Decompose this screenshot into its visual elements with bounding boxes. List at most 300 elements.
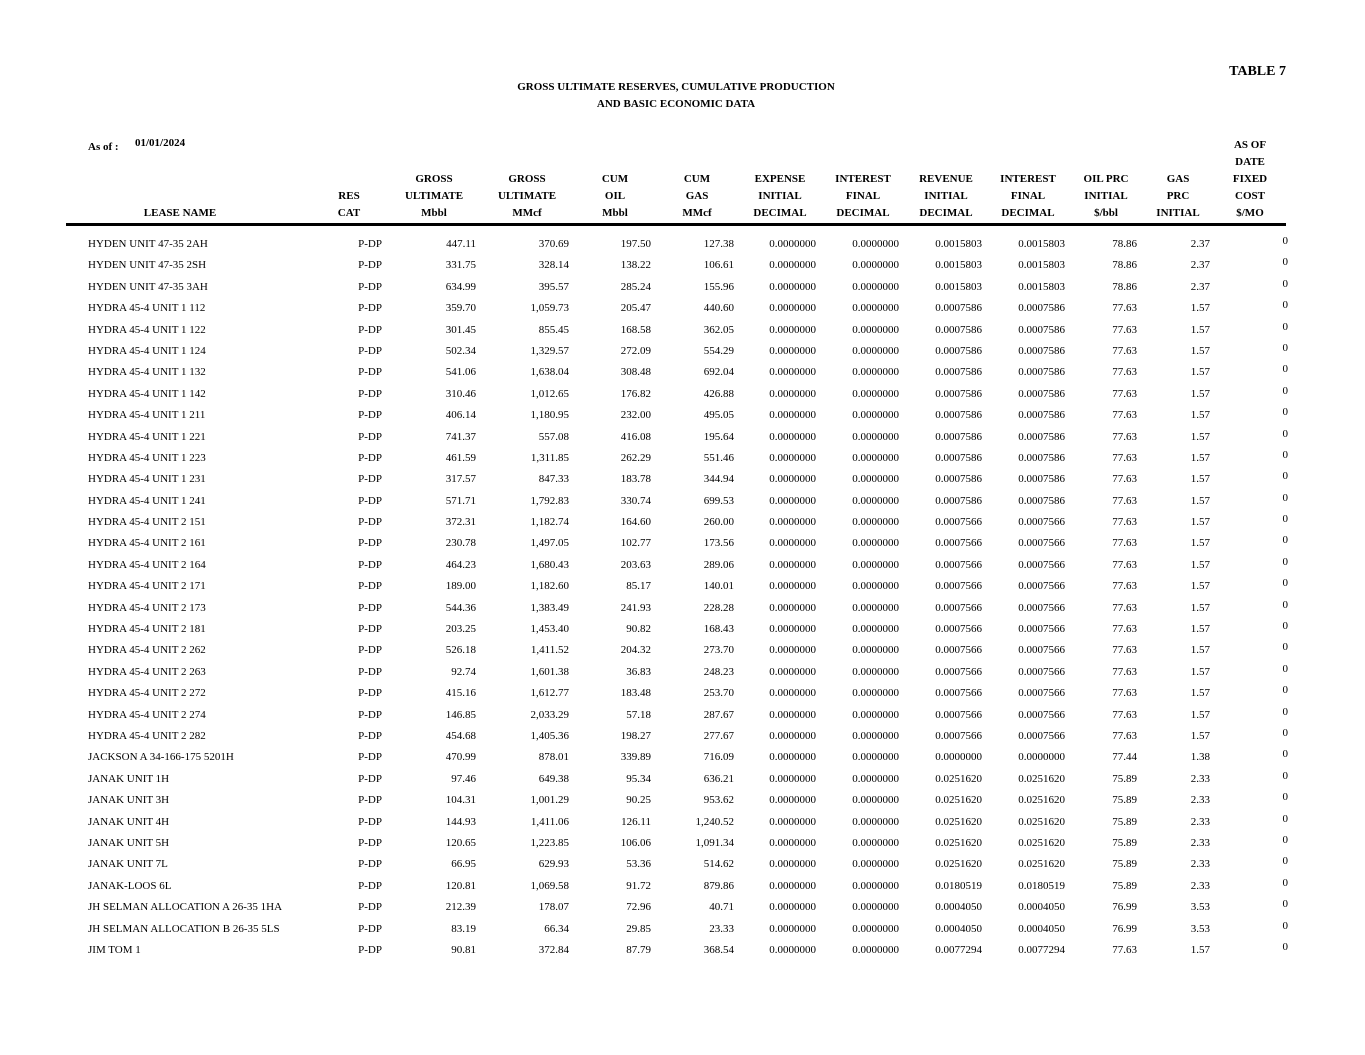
cell-oil-price: 77.63: [1112, 580, 1137, 593]
cell-cum-gas: 514.62: [703, 858, 734, 871]
cell-name: HYDRA 45-4 UNIT 1 132: [88, 366, 206, 379]
cell-cum-gas: 692.04: [703, 366, 734, 379]
cell-interest-final2: 0.0015803: [1018, 280, 1065, 293]
column-header-gross-gas: [487, 136, 567, 222]
cell-gas-price: 1.57: [1190, 344, 1210, 357]
column-header-line: GAS: [685, 190, 709, 202]
cell-cum-gas: 253.70: [703, 687, 734, 700]
table-row: [0, 919, 1365, 940]
cell-revenue-initial: 0.0007566: [935, 580, 982, 593]
cell-interest-final: 0.0000000: [852, 901, 899, 914]
cell-name: HYDEN UNIT 47-35 3AH: [88, 280, 208, 293]
cell-interest-final2: 0.0007566: [1018, 537, 1065, 550]
cell-fixed-cost: 0: [1282, 705, 1288, 718]
cell-interest-final2: 0.0251620: [1018, 858, 1065, 871]
cell-interest-final: 0.0000000: [852, 537, 899, 550]
column-header-line: CUM: [683, 173, 711, 185]
cell-gross-gas: 1,182.74: [530, 516, 569, 529]
cell-gas-price: 1.57: [1190, 516, 1210, 529]
cell-oil-price: 77.63: [1112, 558, 1137, 571]
column-header-line: FIXED: [1232, 173, 1268, 185]
cell-gross-oil: 120.81: [445, 879, 476, 892]
cell-name: HYDRA 45-4 UNIT 1 231: [88, 473, 206, 486]
cell-cum-gas: 495.05: [703, 409, 734, 422]
cell-oil-price: 77.63: [1112, 537, 1137, 550]
cell-fixed-cost: 0: [1282, 620, 1288, 633]
cell-oil-price: 77.63: [1112, 344, 1137, 357]
column-header-line: ULTIMATE: [497, 190, 557, 202]
cell-cum-oil: 176.82: [620, 387, 651, 400]
cell-res-cat: P-DP: [358, 494, 382, 507]
table-row: [0, 427, 1365, 448]
cell-gas-price: 2.33: [1190, 879, 1210, 892]
column-header-line: FINAL: [1010, 190, 1046, 202]
cell-cum-gas: 168.43: [703, 623, 734, 636]
cell-gas-price: 1.57: [1190, 729, 1210, 742]
cell-fixed-cost: 0: [1282, 384, 1288, 397]
cell-cum-oil: 85.17: [626, 580, 651, 593]
cell-fixed-cost: 0: [1282, 919, 1288, 932]
column-header-expense-initial: [739, 136, 821, 222]
cell-expense-initial: 0.0000000: [769, 344, 816, 357]
cell-gross-oil: 120.65: [445, 836, 476, 849]
cell-gas-price: 2.37: [1190, 238, 1210, 250]
cell-fixed-cost: 0: [1282, 726, 1288, 739]
cell-interest-final: 0.0000000: [852, 687, 899, 700]
cell-res-cat: P-DP: [358, 558, 382, 571]
cell-fixed-cost: 0: [1282, 256, 1288, 269]
cell-fixed-cost: 0: [1282, 427, 1288, 440]
cell-cum-oil: 95.34: [626, 772, 651, 785]
cell-revenue-initial: 0.0007586: [935, 387, 982, 400]
cell-interest-final: 0.0000000: [852, 794, 899, 807]
cell-revenue-initial: 0.0007566: [935, 665, 982, 678]
cell-gas-price: 1.57: [1190, 494, 1210, 507]
cell-cum-gas: 40.71: [709, 901, 734, 914]
column-header-revenue-initial: [905, 136, 987, 222]
as-of-date: 01/01/2024: [135, 137, 186, 149]
cell-cum-gas: 140.01: [703, 580, 734, 593]
cell-expense-initial: 0.0000000: [769, 387, 816, 400]
cell-interest-final: 0.0000000: [852, 238, 899, 250]
cell-gross-gas: 855.45: [538, 323, 569, 336]
column-header-line: INITIAL: [758, 190, 802, 202]
cell-interest-final2: 0.0007566: [1018, 580, 1065, 593]
cell-interest-final: 0.0000000: [852, 366, 899, 379]
cell-fixed-cost: 0: [1282, 748, 1288, 761]
table-row: [0, 533, 1365, 554]
table-row: [0, 940, 1365, 961]
cell-res-cat: P-DP: [358, 387, 382, 400]
cell-gross-gas: 1,329.57: [530, 344, 569, 357]
cell-fixed-cost: 0: [1282, 491, 1288, 504]
column-header-oil-price: [1071, 136, 1141, 222]
column-header-line: INTEREST: [835, 173, 891, 185]
cell-fixed-cost: 0: [1282, 341, 1288, 354]
cell-interest-final2: 0.0007566: [1018, 665, 1065, 678]
table-row: [0, 876, 1365, 897]
cell-revenue-initial: 0.0007566: [935, 516, 982, 529]
table-row: [0, 298, 1365, 319]
cell-expense-initial: 0.0000000: [769, 858, 816, 871]
cell-gross-gas: 649.38: [538, 772, 569, 785]
cell-interest-final: 0.0000000: [852, 558, 899, 571]
column-header-line: GAS: [1166, 173, 1190, 185]
cell-cum-gas: 426.88: [703, 387, 734, 400]
cell-gas-price: 1.57: [1190, 366, 1210, 379]
table-row: [0, 448, 1365, 469]
cell-name: JANAK UNIT 5H: [88, 836, 170, 849]
cell-gross-oil: 66.95: [451, 858, 476, 871]
cell-gross-gas: 370.69: [538, 238, 569, 250]
table-label: TABLE 7: [1229, 64, 1286, 79]
column-header-gross-oil: [394, 136, 474, 222]
cell-expense-initial: 0.0000000: [769, 922, 816, 935]
cell-oil-price: 77.63: [1112, 409, 1137, 422]
cell-name: HYDRA 45-4 UNIT 1 142: [88, 387, 206, 400]
cell-gas-price: 1.57: [1190, 409, 1210, 422]
cell-res-cat: P-DP: [358, 473, 382, 486]
cell-revenue-initial: 0.0007586: [935, 451, 982, 464]
cell-cum-gas: 248.23: [703, 665, 734, 678]
cell-res-cat: P-DP: [358, 858, 382, 871]
cell-gross-oil: 470.99: [445, 751, 476, 764]
cell-fixed-cost: 0: [1282, 641, 1288, 654]
cell-oil-price: 75.89: [1112, 815, 1137, 828]
cell-interest-final: 0.0000000: [852, 729, 899, 742]
cell-name: JACKSON A 34-166-175 5201H: [88, 751, 234, 764]
cell-interest-final: 0.0000000: [852, 516, 899, 529]
cell-gross-oil: 415.16: [445, 687, 476, 700]
cell-expense-initial: 0.0000000: [769, 280, 816, 293]
cell-gross-oil: 301.45: [445, 323, 476, 336]
cell-name: HYDRA 45-4 UNIT 2 161: [88, 537, 206, 550]
cell-oil-price: 75.89: [1112, 858, 1137, 871]
cell-revenue-initial: 0.0007566: [935, 708, 982, 721]
cell-gas-price: 1.57: [1190, 665, 1210, 678]
cell-gross-gas: 395.57: [538, 280, 569, 293]
table-row: [0, 619, 1365, 640]
column-header-line: Mbbl: [421, 207, 447, 219]
cell-gross-gas: 557.08: [538, 430, 569, 443]
cell-revenue-initial: 0.0251620: [935, 858, 982, 871]
cell-expense-initial: 0.0000000: [769, 409, 816, 422]
table-row: [0, 491, 1365, 512]
cell-gross-oil: 144.93: [445, 815, 476, 828]
cell-cum-gas: 953.62: [703, 794, 734, 807]
cell-revenue-initial: 0.0007586: [935, 302, 982, 315]
cell-cum-oil: 339.89: [620, 751, 651, 764]
cell-gross-gas: 1,680.43: [530, 558, 569, 571]
cell-cum-gas: 362.05: [703, 323, 734, 336]
table-row: [0, 726, 1365, 747]
cell-fixed-cost: 0: [1282, 833, 1288, 846]
cell-revenue-initial: 0.0007566: [935, 558, 982, 571]
cell-gross-gas: 178.07: [538, 901, 569, 914]
cell-gross-oil: 83.19: [451, 922, 476, 935]
column-header-name: [120, 136, 240, 222]
cell-expense-initial: 0.0000000: [769, 879, 816, 892]
cell-res-cat: P-DP: [358, 794, 382, 807]
cell-gross-gas: 1,223.85: [530, 836, 569, 849]
column-header-line: MMcf: [682, 207, 712, 219]
cell-revenue-initial: 0.0007566: [935, 729, 982, 742]
cell-oil-price: 77.63: [1112, 601, 1137, 614]
cell-res-cat: P-DP: [358, 943, 382, 956]
cell-name: HYDEN UNIT 47-35 2AH: [88, 238, 208, 250]
column-header-line: REVENUE: [919, 173, 973, 185]
table-row: [0, 833, 1365, 854]
cell-interest-final: 0.0000000: [852, 451, 899, 464]
cell-revenue-initial: 0.0007586: [935, 473, 982, 486]
cell-cum-oil: 90.82: [626, 623, 651, 636]
column-header-line: INTEREST: [1000, 173, 1056, 185]
cell-name: HYDRA 45-4 UNIT 2 272: [88, 687, 206, 700]
cell-oil-price: 77.63: [1112, 943, 1137, 956]
cell-interest-final: 0.0000000: [852, 879, 899, 892]
cell-oil-price: 77.63: [1112, 687, 1137, 700]
cell-expense-initial: 0.0000000: [769, 537, 816, 550]
column-header-line: INITIAL: [1156, 207, 1200, 219]
cell-gross-gas: 1,012.65: [530, 387, 569, 400]
cell-gas-price: 2.37: [1190, 280, 1210, 293]
cell-res-cat: P-DP: [358, 665, 382, 678]
cell-cum-oil: 102.77: [620, 537, 651, 550]
column-header-line: FINAL: [845, 190, 881, 202]
cell-name: JANAK UNIT 3H: [88, 794, 170, 807]
cell-gross-gas: 1,453.40: [530, 623, 569, 636]
column-header-line: OIL: [604, 190, 626, 202]
cell-expense-initial: 0.0000000: [769, 623, 816, 636]
cell-oil-price: 77.63: [1112, 516, 1137, 529]
cell-expense-initial: 0.0000000: [769, 901, 816, 914]
cell-gas-price: 1.57: [1190, 451, 1210, 464]
cell-cum-oil: 106.06: [620, 836, 651, 849]
cell-fixed-cost: 0: [1282, 662, 1288, 675]
table-row: [0, 662, 1365, 683]
cell-gas-price: 1.57: [1190, 580, 1210, 593]
cell-cum-gas: 106.61: [703, 259, 734, 272]
cell-gas-price: 3.53: [1190, 922, 1210, 935]
cell-interest-final2: 0.0251620: [1018, 772, 1065, 785]
cell-res-cat: P-DP: [358, 537, 382, 550]
cell-res-cat: P-DP: [358, 430, 382, 443]
cell-expense-initial: 0.0000000: [769, 601, 816, 614]
cell-cum-gas: 155.96: [703, 280, 734, 293]
cell-gross-gas: 1,180.95: [530, 409, 569, 422]
cell-cum-oil: 183.78: [620, 473, 651, 486]
column-header-line: AS OF: [1233, 139, 1267, 151]
cell-res-cat: P-DP: [358, 366, 382, 379]
column-header-line: $/bbl: [1094, 207, 1118, 219]
cell-fixed-cost: 0: [1282, 855, 1288, 868]
cell-oil-price: 75.89: [1112, 836, 1137, 849]
cell-cum-oil: 183.48: [620, 687, 651, 700]
cell-gross-gas: 372.84: [538, 943, 569, 956]
cell-revenue-initial: 0.0007586: [935, 344, 982, 357]
column-header-line: MMcf: [512, 207, 542, 219]
cell-fixed-cost: 0: [1282, 470, 1288, 483]
cell-gross-gas: 1,383.49: [530, 601, 569, 614]
cell-gross-oil: 104.31: [445, 794, 476, 807]
cell-interest-final: 0.0000000: [852, 387, 899, 400]
cell-gross-gas: 1,638.04: [530, 366, 569, 379]
cell-gas-price: 1.57: [1190, 601, 1210, 614]
table-row: [0, 362, 1365, 383]
cell-res-cat: P-DP: [358, 623, 382, 636]
cell-gas-price: 1.38: [1190, 751, 1210, 764]
cell-revenue-initial: 0.0015803: [935, 280, 982, 293]
cell-cum-gas: 554.29: [703, 344, 734, 357]
cell-cum-oil: 285.24: [620, 280, 651, 293]
cell-interest-final: 0.0000000: [852, 430, 899, 443]
cell-res-cat: P-DP: [358, 409, 382, 422]
cell-gross-oil: 634.99: [445, 280, 476, 293]
cell-interest-final2: 0.0015803: [1018, 238, 1065, 250]
cell-revenue-initial: 0.0007586: [935, 366, 982, 379]
cell-oil-price: 78.86: [1112, 280, 1137, 293]
cell-name: HYDRA 45-4 UNIT 1 241: [88, 494, 206, 507]
cell-name: HYDEN UNIT 47-35 2SH: [88, 259, 207, 272]
cell-cum-oil: 91.72: [626, 879, 651, 892]
cell-name: JANAK UNIT 1H: [88, 772, 170, 785]
cell-interest-final: 0.0000000: [852, 409, 899, 422]
cell-oil-price: 77.63: [1112, 644, 1137, 657]
cell-revenue-initial: 0.0007566: [935, 537, 982, 550]
cell-res-cat: P-DP: [358, 708, 382, 721]
table-row: [0, 598, 1365, 619]
cell-interest-final2: 0.0015803: [1018, 259, 1065, 272]
cell-interest-final: 0.0000000: [852, 772, 899, 785]
table-row: [0, 277, 1365, 298]
column-header-res-cat: [324, 136, 374, 222]
cell-gas-price: 1.57: [1190, 687, 1210, 700]
cell-gross-gas: 1,411.52: [530, 644, 569, 657]
cell-gross-gas: 1,792.83: [530, 494, 569, 507]
cell-cum-gas: 228.28: [703, 601, 734, 614]
cell-expense-initial: 0.0000000: [769, 451, 816, 464]
cell-res-cat: P-DP: [358, 836, 382, 849]
cell-revenue-initial: 0.0007586: [935, 409, 982, 422]
cell-gross-oil: 230.78: [445, 537, 476, 550]
cell-res-cat: P-DP: [358, 259, 382, 272]
cell-gross-gas: 878.01: [538, 751, 569, 764]
cell-gas-price: 1.57: [1190, 644, 1210, 657]
cell-interest-final2: 0.0007586: [1018, 451, 1065, 464]
cell-oil-price: 77.63: [1112, 473, 1137, 486]
cell-fixed-cost: 0: [1282, 320, 1288, 333]
cell-interest-final: 0.0000000: [852, 494, 899, 507]
cell-name: JH SELMAN ALLOCATION A 26-35 1HA: [88, 901, 283, 914]
column-header-cum-oil: [580, 136, 650, 222]
cell-gas-price: 2.33: [1190, 858, 1210, 871]
as-of-label: As of :: [88, 141, 119, 153]
cell-cum-oil: 198.27: [620, 729, 651, 742]
cell-gross-oil: 331.75: [445, 259, 476, 272]
cell-oil-price: 76.99: [1112, 922, 1137, 935]
cell-fixed-cost: 0: [1282, 277, 1288, 290]
cell-gross-oil: 310.46: [445, 387, 476, 400]
cell-interest-final: 0.0000000: [852, 708, 899, 721]
column-header-line: $/MO: [1236, 207, 1264, 219]
table-row: [0, 897, 1365, 918]
cell-revenue-initial: 0.0004050: [935, 901, 982, 914]
cell-interest-final: 0.0000000: [852, 473, 899, 486]
cell-cum-gas: 1,240.52: [695, 815, 734, 828]
cell-name: HYDRA 45-4 UNIT 1 223: [88, 451, 206, 464]
cell-gross-oil: 544.36: [445, 601, 476, 614]
cell-interest-final: 0.0000000: [852, 344, 899, 357]
cell-interest-final2: 0.0007586: [1018, 302, 1065, 315]
cell-expense-initial: 0.0000000: [769, 302, 816, 315]
cell-res-cat: P-DP: [358, 323, 382, 336]
cell-gas-price: 1.57: [1190, 323, 1210, 336]
cell-revenue-initial: 0.0004050: [935, 922, 982, 935]
cell-gross-gas: 1,001.29: [530, 794, 569, 807]
cell-gross-gas: 1,497.05: [530, 537, 569, 550]
cell-gross-oil: 90.81: [451, 943, 476, 956]
column-header-line: ULTIMATE: [404, 190, 464, 202]
cell-oil-price: 77.63: [1112, 729, 1137, 742]
cell-cum-oil: 330.74: [620, 494, 651, 507]
cell-fixed-cost: 0: [1282, 876, 1288, 889]
column-header-fixed-cost: [1220, 136, 1280, 222]
table-row: [0, 320, 1365, 341]
cell-gas-price: 1.57: [1190, 430, 1210, 443]
cell-oil-price: 77.63: [1112, 302, 1137, 315]
table-row: [0, 512, 1365, 533]
cell-interest-final: 0.0000000: [852, 751, 899, 764]
cell-cum-oil: 262.29: [620, 451, 651, 464]
table-row: [0, 405, 1365, 426]
cell-expense-initial: 0.0000000: [769, 794, 816, 807]
cell-gross-gas: 1,601.38: [530, 665, 569, 678]
cell-interest-final2: 0.0007586: [1018, 387, 1065, 400]
cell-cum-gas: 440.60: [703, 302, 734, 315]
column-header-cum-gas: [662, 136, 732, 222]
cell-gross-oil: 526.18: [445, 644, 476, 657]
cell-interest-final2: 0.0077294: [1018, 943, 1065, 956]
cell-interest-final: 0.0000000: [852, 259, 899, 272]
cell-cum-oil: 168.58: [620, 323, 651, 336]
cell-res-cat: P-DP: [358, 451, 382, 464]
cell-cum-oil: 308.48: [620, 366, 651, 379]
cell-expense-initial: 0.0000000: [769, 729, 816, 742]
cell-oil-price: 77.63: [1112, 323, 1137, 336]
cell-oil-price: 75.89: [1112, 772, 1137, 785]
cell-fixed-cost: 0: [1282, 684, 1288, 697]
cell-cum-oil: 90.25: [626, 794, 651, 807]
table-row: [0, 747, 1365, 768]
cell-gross-oil: 317.57: [445, 473, 476, 486]
cell-cum-oil: 232.00: [620, 409, 651, 422]
column-header-line: EXPENSE: [754, 173, 806, 185]
column-header-line: GROSS: [415, 173, 453, 185]
cell-gas-price: 1.57: [1190, 558, 1210, 571]
cell-interest-final: 0.0000000: [852, 665, 899, 678]
cell-oil-price: 77.63: [1112, 387, 1137, 400]
cell-interest-final2: 0.0007586: [1018, 494, 1065, 507]
cell-oil-price: 77.63: [1112, 665, 1137, 678]
cell-interest-final: 0.0000000: [852, 623, 899, 636]
cell-cum-oil: 29.85: [626, 922, 651, 935]
cell-revenue-initial: 0.0251620: [935, 794, 982, 807]
cell-gross-gas: 1,311.85: [530, 451, 569, 464]
cell-revenue-initial: 0.0007586: [935, 323, 982, 336]
cell-cum-gas: 636.21: [703, 772, 734, 785]
cell-cum-oil: 241.93: [620, 601, 651, 614]
cell-interest-final2: 0.0007566: [1018, 601, 1065, 614]
